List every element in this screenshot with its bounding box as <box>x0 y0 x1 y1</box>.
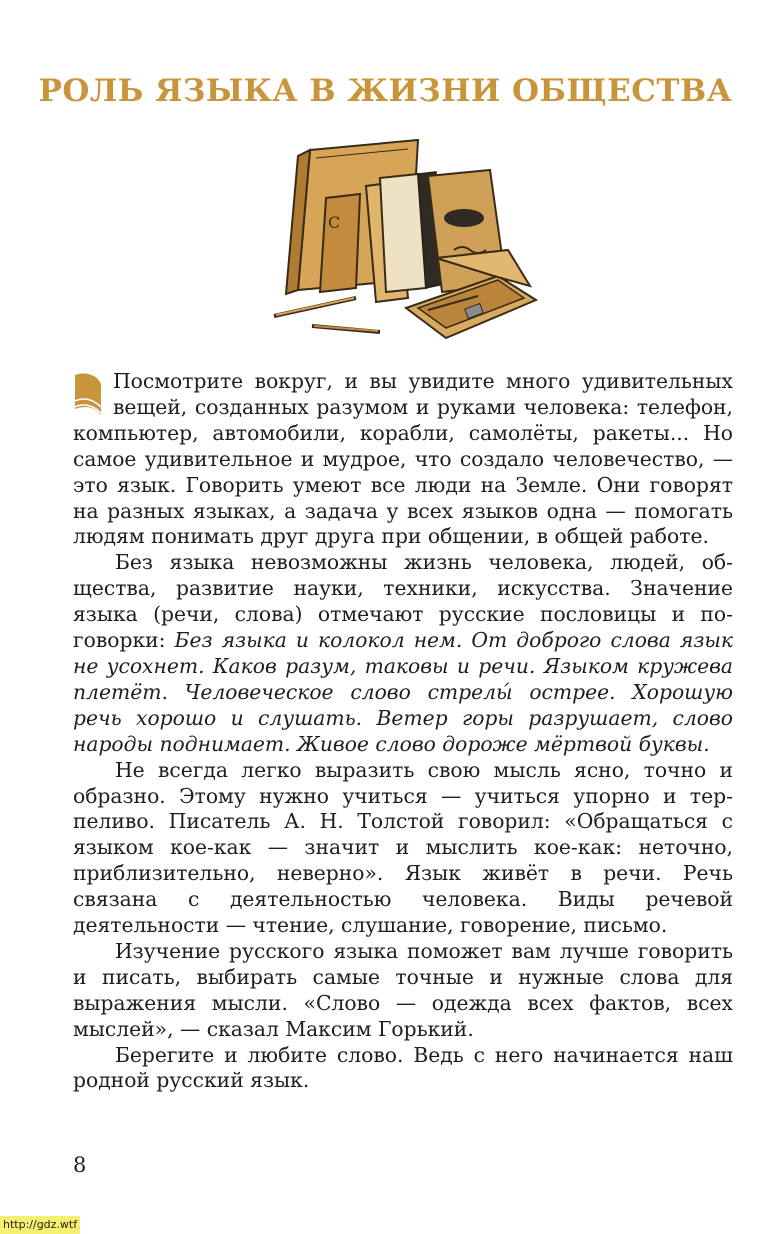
source-link[interactable]: http://gdz.wtf <box>0 1216 80 1234</box>
article-body <box>73 369 733 1094</box>
page-title: РОЛЬ ЯЗЫКА В ЖИЗНИ ОБЩЕСТВА <box>38 73 733 109</box>
page-number: 8 <box>73 1153 87 1177</box>
paragraph-text: Берегите и любите слово. Ведь с него начинается наш родной русский язык. <box>73 1042 733 1093</box>
bookmark-icon <box>73 371 103 415</box>
paragraph-text: Посмотрите вокруг, и вы увидите много удивительных вещей, созданных разумом и руками человека: телефон, компьютер, автомобили, корабли, самолёты, ракеты... Но самое удивительное и мудрое, что создало человечество, — это язык. Говорить умеют все люди на Земле. Они говорят на разных языках, а задача у всех языков одна — помогать людям понимать друг друга при общении, в общей работе. <box>73 369 733 549</box>
paragraph-text: Не всегда легко выразить свою мысль ясно, точно и образно. Этому нужно учиться — учиться упорно и терпеливо. Писатель А. Н. Толстой говорил: «Обращаться с языком кое-как — значит и мыслить кое-как: неточно, приблизительно, неверно». Язык живёт в речи. Речь связана с деятельностью человека. Виды речевой деятельности — чтение, слушание, говорение, письмо. <box>73 757 733 938</box>
books-and-pencil-case-illustration <box>268 138 540 342</box>
paragraph-text: Без языка невозможны жизнь человека, людей, общества, развитие науки, техники, искусства. Значение языка (речи, слова) отмечают русские пословицы и поговорки: <box>73 550 733 653</box>
svg-text:С: С <box>328 213 341 232</box>
proverbs: Без языка и колокол нем. От доброго слова язык не усохнет. Каков разум, таковы и речи. Языком кружева плетёт. Человеческое слово стрелы́ острее. Хорошую речь хорошо и слушать. Ветер горы разрушает, слово народы поднимает. Живое слово дороже мёртвой буквы. <box>73 628 734 756</box>
paragraph <box>73 369 733 550</box>
paragraph <box>73 939 733 1043</box>
paragraph <box>73 758 733 939</box>
paragraph-text: Изучение русского языка поможет вам лучше говорить и писать, выбирать самые точные и нужные слова для выражения мысли. «Слово — одежда всех фактов, всех мыслей», — сказал Максим Горький. <box>73 938 733 1041</box>
paragraph <box>73 550 733 757</box>
paragraph <box>73 1043 733 1095</box>
